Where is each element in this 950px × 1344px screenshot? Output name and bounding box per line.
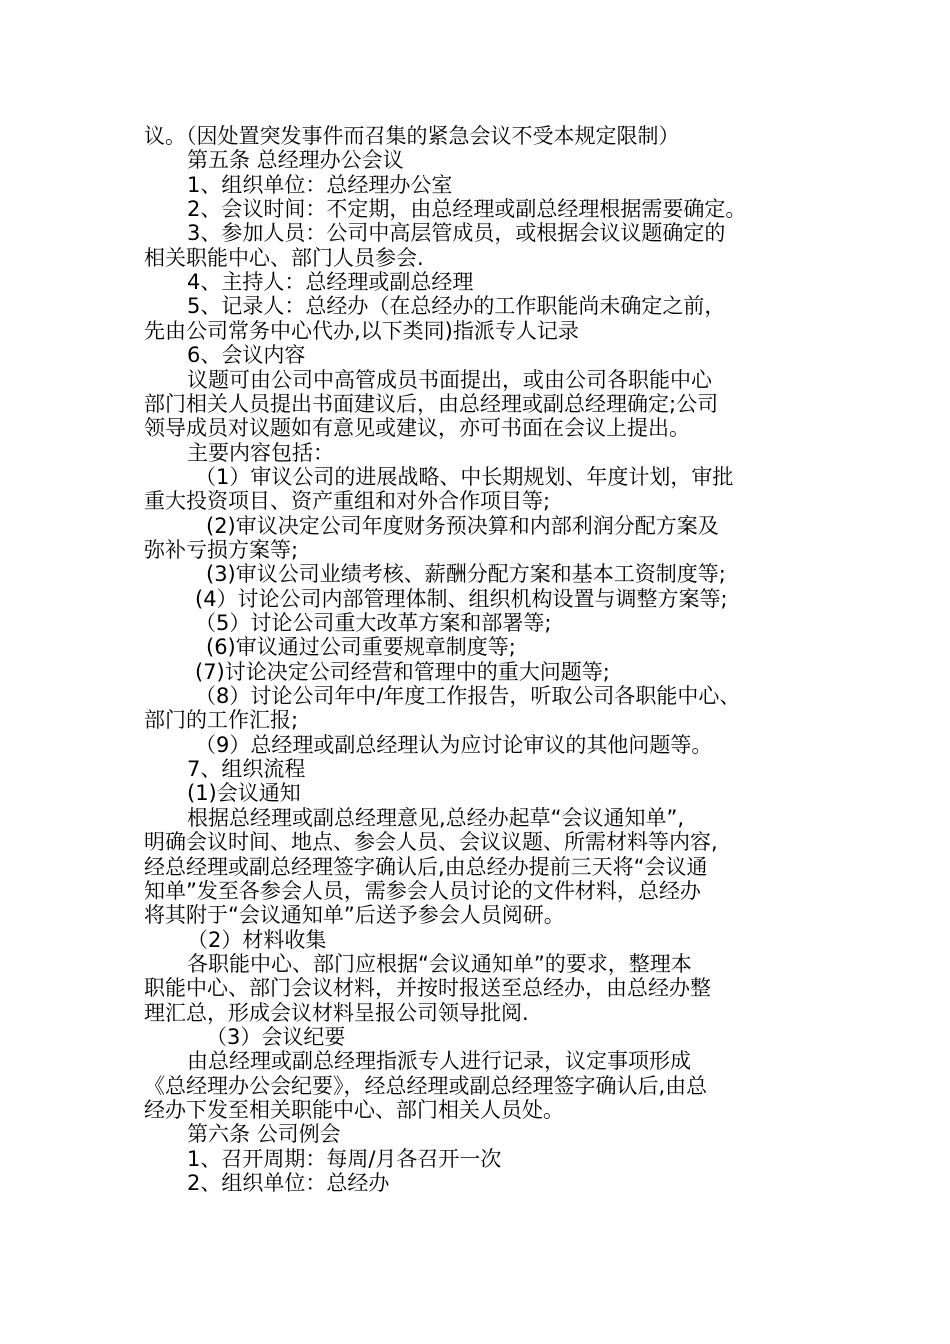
text-line: 议。（因处置突发事件而召集的紧急会议不受本规定限制） <box>144 124 680 148</box>
text-line: 由总经理或副总经理指派专人进行记录，议定事项形成 <box>187 1049 691 1074</box>
text-line: 重大投资项目、资产重组和对外合作项目等; <box>144 489 551 514</box>
text-line: 3、参加人员：公司中高层管成员，或根据会议议题确定的 <box>187 221 726 246</box>
text-line: （8）讨论公司年中/年度工作报告，听取公司各职能中心、 <box>195 684 741 709</box>
text-line: （2）材料收集 <box>187 927 327 952</box>
text-line: 部门相关人员提出书面建议后，由总经理或副总经理确定;公司 <box>144 391 719 416</box>
text-line: 根据总经理或副总经理意见,总经办起草“会议通知单”, <box>187 805 685 830</box>
text-line: 经办下发至相关职能中心、部门相关人员处。 <box>144 1098 564 1122</box>
text-line: 相关职能中心、部门人员参会. <box>144 245 424 270</box>
text-line: （5）讨论公司重大改革方案和部署等; <box>195 611 552 635</box>
text-line: 4、主持人：总经理或副总经理 <box>187 270 474 295</box>
text-line: 7、组织流程 <box>187 757 306 782</box>
text-line: 第五条 总经理办公会议 <box>187 148 404 173</box>
text-line: 2、组织单位：总经办 <box>187 1171 390 1196</box>
text-line: 职能中心、部门会议材料，并按时报送至总经办，由总经办整 <box>144 976 711 1001</box>
text-line: 明确会议时间、地点、参会人员、会议议题、所需材料等内容, <box>144 830 718 855</box>
text-line: 先由公司常务中心代办,以下类同)指派专人记录 <box>144 318 579 343</box>
text-line: 弥补亏损方案等; <box>144 537 299 562</box>
text-line: （1）审议公司的进展战略、中长期规划、年度计划，审批 <box>195 464 734 489</box>
text-line: 部门的工作汇报; <box>144 708 299 733</box>
text-line: 2、会议时间：不定期，由总经理或副总经理根据需要确定。 <box>187 197 747 222</box>
text-line: 将其附于“会议通知单”后送予参会人员阅研。 <box>144 903 565 928</box>
text-line: （3）会议纪要 <box>206 1024 346 1049</box>
text-line: 《总经理办公会纪要》，经总经理或副总经理签字确认后,由总 <box>144 1073 708 1098</box>
text-line: 经总经理或副总经理签字确认后,由总经办提前三天将“会议通 <box>144 854 708 879</box>
text-line: (4）讨论公司内部管理体制、组织机构设置与调整方案等; <box>195 586 728 611</box>
text-line: 主要内容包括： <box>187 440 334 465</box>
text-line: 知单”发至各参会人员，需参会人员讨论的文件材料，总经办 <box>144 878 701 903</box>
text-line: (1)会议通知 <box>187 781 301 806</box>
text-line: (7)讨论决定公司经营和管理中的重大问题等; <box>195 659 610 684</box>
text-line: 1、召开周期：每周/月各召开一次 <box>187 1146 502 1171</box>
text-line: 领导成员对议题如有意见或建议，亦可书面在会议上提出。 <box>144 416 690 441</box>
text-line: 6、会议内容 <box>187 343 306 368</box>
text-line: 理汇总，形成会议材料呈报公司领导批阅. <box>144 1000 529 1025</box>
text-line: 议题可由公司中高管成员书面提出，或由公司各职能中心 <box>187 367 712 392</box>
text-line: 各职能中心、部门应根据“会议通知单”的要求，整理本 <box>187 951 692 976</box>
text-line: 第六条 公司例会 <box>187 1122 341 1147</box>
text-line: 1、组织单位：总经理办公室 <box>187 172 453 197</box>
text-line: (2)审议决定公司年度财务预决算和内部利润分配方案及 <box>206 513 719 538</box>
text-line: (3)审议公司业绩考核、薪酬分配方案和基本工资制度等; <box>206 562 726 587</box>
text-line: （9）总经理或副总经理认为应讨论审议的其他问题等。 <box>195 732 713 757</box>
text-line: (6)审议通过公司重要规章制度等; <box>206 635 516 660</box>
text-line: 5、记录人：总经办（在总经办的工作职能尚未确定之前， <box>187 294 726 319</box>
